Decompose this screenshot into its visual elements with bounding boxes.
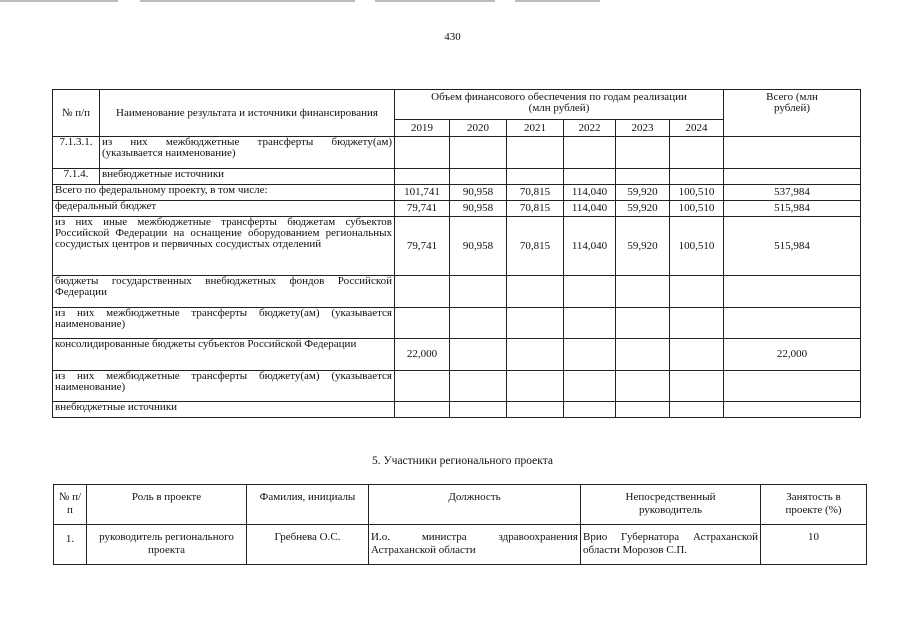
participants-header-name: Фамилия, инициалы [247,485,369,525]
budget-value: 70,815 [507,185,564,201]
budget-row [53,402,861,418]
participants-table [53,484,867,565]
budget-value [395,276,450,308]
budget-row [53,201,861,217]
budget-value: 90,958 [450,185,507,201]
budget-value [450,137,507,169]
budget-value [507,371,564,402]
budget-value [670,169,724,185]
budget-value [670,402,724,418]
budget-value: 90,958 [450,201,507,217]
header-name: Наименование результата и источники финансирования [100,90,395,137]
budget-row [53,308,861,339]
budget-total [724,276,861,308]
budget-row-name: бюджеты государственных внебюджетных фондов Российской Федерации [53,276,395,308]
budget-value: 59,920 [616,217,670,276]
budget-total [724,402,861,418]
budget-value [507,308,564,339]
budget-row-name: внебюджетные источники [100,169,395,185]
participants-header-employment: Занятость в проекте (%) [761,485,867,525]
budget-value [564,402,616,418]
budget-value: 114,040 [564,185,616,201]
participant-name: Гребнева О.С. [247,525,369,565]
budget-row [53,371,861,402]
budget-row [53,169,861,185]
budget-row [53,217,861,276]
budget-row-name: из них межбюджетные трансферты бюджету(ам) (указывается наименование) [100,137,395,169]
budget-total: 537,984 [724,185,861,201]
budget-value: 100,510 [670,217,724,276]
budget-row [53,137,861,169]
budget-row-name: федеральный бюджет [53,201,395,217]
budget-value [564,308,616,339]
budget-value [395,137,450,169]
budget-value [616,169,670,185]
budget-value: 90,958 [450,217,507,276]
budget-value [507,402,564,418]
budget-value [450,339,507,371]
budget-value: 114,040 [564,217,616,276]
budget-value [450,308,507,339]
budget-value: 100,510 [670,185,724,201]
header-volume: Объем финансового обеспечения по годам реализации (млн рублей) [395,90,724,120]
budget-value [616,276,670,308]
budget-row-name: консолидированные бюджеты субъектов Российской Федерации [53,339,395,371]
participants-header-position: Должность [369,485,581,525]
budget-value: 59,920 [616,185,670,201]
header-year: 2024 [670,120,724,137]
budget-value [670,371,724,402]
budget-value: 70,815 [507,201,564,217]
participant-role: руководитель регионального проекта [87,525,247,565]
participant-employment: 10 [761,525,867,565]
budget-total: 515,984 [724,217,861,276]
budget-value: 22,000 [395,339,450,371]
budget-value [507,339,564,371]
budget-total [724,308,861,339]
header-total: Всего (млн рублей) [724,90,861,137]
budget-value [564,169,616,185]
participants-header-role: Роль в проекте [87,485,247,525]
budget-row [53,276,861,308]
budget-row-name: внебюджетные источники [53,402,395,418]
participant-supervisor: Врио Губернатора Астраханской области Морозов С.П. [581,525,761,565]
budget-value: 59,920 [616,201,670,217]
budget-total [724,137,861,169]
budget-value [670,276,724,308]
budget-value [395,402,450,418]
header-year: 2020 [450,120,507,137]
budget-value [507,276,564,308]
budget-value [616,308,670,339]
budget-value [616,402,670,418]
budget-value [670,308,724,339]
budget-table-header-row [53,90,861,120]
budget-total: 515,984 [724,201,861,217]
budget-value [616,137,670,169]
budget-value: 114,040 [564,201,616,217]
header-year: 2019 [395,120,450,137]
participants-header-num: № п/п [54,485,87,525]
scan-top-edge [0,0,905,3]
participants-table-body [54,525,867,565]
budget-value [395,169,450,185]
budget-value [564,137,616,169]
header-year: 2021 [507,120,564,137]
budget-row [53,185,861,201]
budget-value [564,276,616,308]
participant-position: И.о. министра здравоохранения Астраханской области [369,525,581,565]
budget-row-name: из них межбюджетные трансферты бюджету(ам) (указывается наименование) [53,308,395,339]
budget-value [670,137,724,169]
budget-value: 100,510 [670,201,724,217]
budget-value: 70,815 [507,217,564,276]
budget-value [450,276,507,308]
budget-value [507,137,564,169]
budget-total: 22,000 [724,339,861,371]
budget-value [507,169,564,185]
budget-row-num: 7.1.4. [53,169,100,185]
budget-total [724,371,861,402]
budget-value [564,339,616,371]
budget-value: 79,741 [395,201,450,217]
header-year: 2023 [616,120,670,137]
budget-value [450,169,507,185]
participant-num: 1. [54,525,87,565]
budget-table [52,89,861,418]
participants-header-supervisor: Непосредственный руководитель [581,485,761,525]
header-year: 2022 [564,120,616,137]
budget-value [395,371,450,402]
budget-value [395,308,450,339]
budget-value [616,371,670,402]
section-title: 5. Участники регионального проекта [372,455,553,467]
budget-value: 101,741 [395,185,450,201]
budget-table-body [53,137,861,418]
budget-row-name: из них межбюджетные трансферты бюджету(ам) (указывается наименование) [53,371,395,402]
participant-row [54,525,867,565]
header-num: № п/п [53,90,100,137]
budget-value [616,339,670,371]
participants-table-header-row [54,485,867,525]
budget-row [53,339,861,371]
budget-value: 79,741 [395,217,450,276]
budget-row-name: из них иные межбюджетные трансферты бюджетам субъектов Российской Федерации на оснащение оборудованием региональных сосудистых центров и первичных сосудистых отделений [53,217,395,276]
page-number: 430 [444,31,461,43]
budget-value [450,402,507,418]
budget-total [724,169,861,185]
budget-value [564,371,616,402]
budget-value [670,339,724,371]
budget-row-name: Всего по федеральному проекту, в том числе: [53,185,395,201]
budget-value [450,371,507,402]
budget-row-num: 7.1.3.1. [53,137,100,169]
